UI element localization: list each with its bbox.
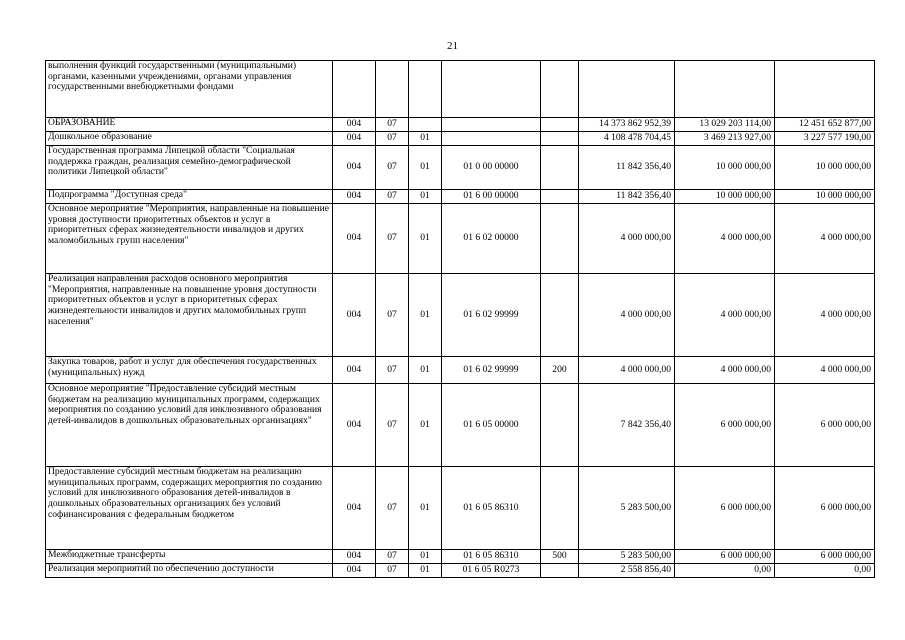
row-ved: 004 [333, 118, 376, 132]
row-year2: 0,00 [675, 564, 775, 578]
row-vr [541, 274, 579, 357]
row-year2: 6 000 000,00 [675, 384, 775, 467]
row-name: ОБРАЗОВАНИЕ [46, 118, 333, 132]
row-rz: 07 [376, 357, 409, 384]
row-year3: 0,00 [775, 564, 875, 578]
row-vr: 500 [541, 550, 579, 564]
row-ved: 004 [333, 550, 376, 564]
table-row [46, 61, 875, 118]
row-year2: 4 000 000,00 [675, 357, 775, 384]
row-year3: 10 000 000,00 [775, 190, 875, 204]
table-row [46, 550, 875, 564]
row-year3: 4 000 000,00 [775, 357, 875, 384]
row-rz: 07 [376, 146, 409, 190]
row-year2: 3 469 213 927,00 [675, 132, 775, 146]
row-csr [442, 132, 541, 146]
row-rz: 07 [376, 550, 409, 564]
row-year1: 5 283 500,00 [579, 467, 675, 550]
row-year1: 14 373 862 952,39 [579, 118, 675, 132]
row-year3: 6 000 000,00 [775, 467, 875, 550]
row-name: Подпрограмма "Доступная среда" [46, 190, 333, 204]
row-vr [541, 118, 579, 132]
row-vr [541, 564, 579, 578]
row-ved: 004 [333, 467, 376, 550]
row-name: Основное мероприятие "Предоставление субсидий местным бюджетам на реализацию муниципальных программ, содержащих мероприятия по созданию условий для инклюзивного образования детей-инвалидов в дошкольных образовательных организациях" [46, 384, 333, 467]
row-csr: 01 0 00 00000 [442, 146, 541, 190]
row-name: Основное мероприятие "Мероприятия, направленные на повышение уровня доступности приоритетных объектов и услуг в приоритетных сферах жизнедеятельности инвалидов и других маломобильных групп населения" [46, 204, 333, 274]
row-vr [541, 61, 579, 118]
row-rz: 07 [376, 118, 409, 132]
row-name: Межбюджетные трансферты [46, 550, 333, 564]
row-name: Предоставление субсидий местным бюджетам на реализацию муниципальных программ, содержащих мероприятия по созданию условий для инклюзивного образования детей-инвалидов в дошкольных образовательных организациях без условий софинансирования с федеральным бюджетом [46, 467, 333, 550]
page-number: 21 [447, 40, 458, 52]
row-ved: 004 [333, 204, 376, 274]
row-csr: 01 6 05 00000 [442, 384, 541, 467]
row-name: Дошкольное образование [46, 132, 333, 146]
row-pr: 01 [409, 274, 442, 357]
row-vr [541, 146, 579, 190]
row-pr [409, 118, 442, 132]
row-year1: 5 283 500,00 [579, 550, 675, 564]
row-csr: 01 6 00 00000 [442, 190, 541, 204]
row-year1: 4 000 000,00 [579, 204, 675, 274]
row-name: Реализация направления расходов основного мероприятия "Мероприятия, направленные на повышение уровня доступности приоритетных объектов и услуг в приоритетных сферах жизнедеятельности инвалидов и других маломобильных групп населения" [46, 274, 333, 357]
row-rz: 07 [376, 190, 409, 204]
table-row [46, 118, 875, 132]
row-year2: 6 000 000,00 [675, 550, 775, 564]
row-ved: 004 [333, 357, 376, 384]
row-year3: 10 000 000,00 [775, 146, 875, 190]
table-row [46, 204, 875, 274]
table-row [46, 132, 875, 146]
row-year1: 4 000 000,00 [579, 274, 675, 357]
row-rz [376, 61, 409, 118]
row-year3: 6 000 000,00 [775, 384, 875, 467]
row-csr: 01 6 02 99999 [442, 274, 541, 357]
row-csr: 01 6 02 00000 [442, 204, 541, 274]
row-rz: 07 [376, 467, 409, 550]
row-vr [541, 204, 579, 274]
row-csr [442, 118, 541, 132]
row-csr: 01 6 02 99999 [442, 357, 541, 384]
row-vr [541, 132, 579, 146]
row-year1: 11 842 356,40 [579, 146, 675, 190]
row-vr: 200 [541, 357, 579, 384]
table-row [46, 146, 875, 190]
row-year2: 10 000 000,00 [675, 146, 775, 190]
row-pr [409, 61, 442, 118]
table-row [46, 357, 875, 384]
row-year3: 6 000 000,00 [775, 550, 875, 564]
row-year3: 4 000 000,00 [775, 204, 875, 274]
row-vr [541, 467, 579, 550]
row-rz: 07 [376, 564, 409, 578]
row-pr: 01 [409, 132, 442, 146]
row-pr: 01 [409, 467, 442, 550]
row-year1: 7 842 356,40 [579, 384, 675, 467]
row-ved: 004 [333, 564, 376, 578]
row-ved: 004 [333, 190, 376, 204]
row-csr: 01 6 05 86310 [442, 467, 541, 550]
row-year2: 13 029 203 114,00 [675, 118, 775, 132]
row-pr: 01 [409, 550, 442, 564]
row-name: Закупка товаров, работ и услуг для обеспечения государственных (муниципальных) нужд [46, 357, 333, 384]
row-year2: 4 000 000,00 [675, 204, 775, 274]
row-year3: 3 227 577 190,00 [775, 132, 875, 146]
row-name: Реализация мероприятий по обеспечению доступности [46, 564, 333, 578]
row-ved: 004 [333, 274, 376, 357]
row-rz: 07 [376, 204, 409, 274]
table-row [46, 384, 875, 467]
row-pr: 01 [409, 384, 442, 467]
row-year2 [675, 61, 775, 118]
row-ved [333, 61, 376, 118]
row-year1: 11 842 356,40 [579, 190, 675, 204]
row-year3: 4 000 000,00 [775, 274, 875, 357]
row-year1: 4 108 478 704,45 [579, 132, 675, 146]
row-rz: 07 [376, 274, 409, 357]
row-name: Государственная программа Липецкой области "Социальная поддержка граждан, реализация семейно-демографической политики Липецкой области" [46, 146, 333, 190]
row-rz: 07 [376, 384, 409, 467]
row-year1: 2 558 856,40 [579, 564, 675, 578]
row-pr: 01 [409, 357, 442, 384]
row-name: выполнения функций государственными (муниципальными) органами, казенными учреждениями, органами управления государственными внебюджетными фондами [46, 61, 333, 118]
row-pr: 01 [409, 564, 442, 578]
row-year3: 12 451 652 877,00 [775, 118, 875, 132]
row-csr [442, 61, 541, 118]
row-ved: 004 [333, 384, 376, 467]
table-row [46, 190, 875, 204]
row-rz: 07 [376, 132, 409, 146]
row-ved: 004 [333, 146, 376, 190]
row-ved: 004 [333, 132, 376, 146]
table-row [46, 564, 875, 578]
row-pr: 01 [409, 146, 442, 190]
row-vr [541, 190, 579, 204]
row-pr: 01 [409, 204, 442, 274]
row-year1: 4 000 000,00 [579, 357, 675, 384]
row-csr: 01 6 05 86310 [442, 550, 541, 564]
row-year2: 6 000 000,00 [675, 467, 775, 550]
row-year2: 10 000 000,00 [675, 190, 775, 204]
row-year3 [775, 61, 875, 118]
table-row [46, 467, 875, 550]
table-row [46, 274, 875, 357]
row-pr: 01 [409, 190, 442, 204]
row-year1 [579, 61, 675, 118]
budget-table [45, 60, 875, 578]
row-csr: 01 6 05 R0273 [442, 564, 541, 578]
row-year2: 4 000 000,00 [675, 274, 775, 357]
row-vr [541, 384, 579, 467]
